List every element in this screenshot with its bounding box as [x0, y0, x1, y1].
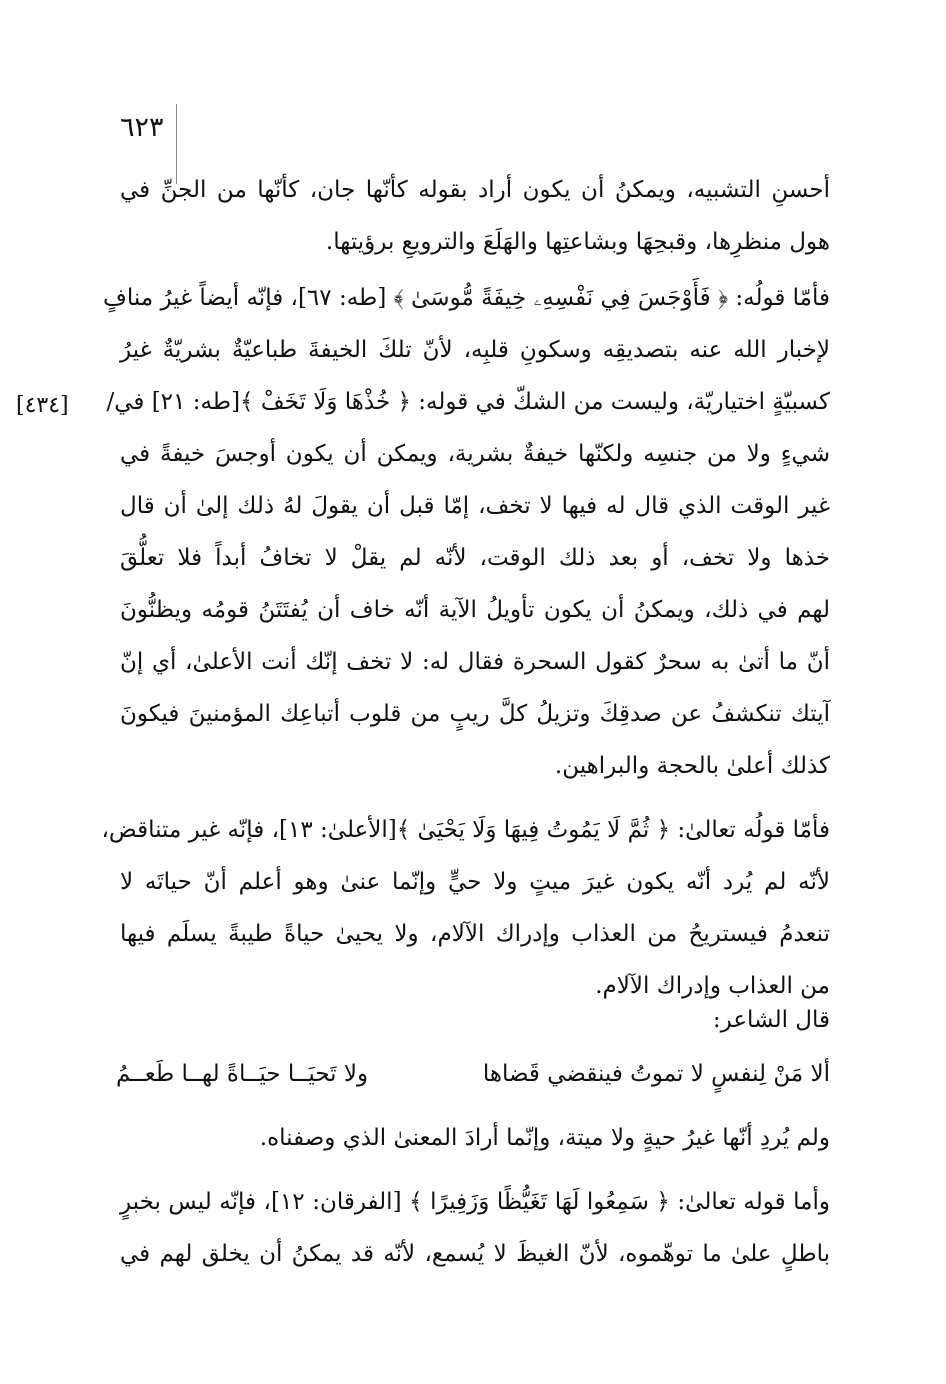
- page-number: ٦٢٣: [120, 112, 164, 143]
- text-line: أحسنِ التشبيه، ويمكنُ أن يكون أراد بقوله كأنّها جان، كأنّها من الجنِّ في: [120, 177, 830, 203]
- text-line: تنعدمُ فيستريحُ من العذاب وإدراك الآلام، ولا يحيىٰ حياةً طيبةً يسلَم فيها: [120, 921, 830, 947]
- text-line: كذلك أعلىٰ بالحجة والبراهين.: [554, 753, 830, 779]
- text-line: من العذاب وإدراك الآلام.: [595, 973, 830, 999]
- text-line: كسبيّةٍ اختياريّة، وليست من الشكّ في قوله: ﴿ خُذْهَا وَلَا تَخَفْ ﴾[طه: ٢١] في/: [106, 389, 830, 415]
- text-line: شيءٍ ولا من جنسِه ولكنّها خيفةٌ بشرية، ويمكن أن يكون أوجسَ خيفةً في: [120, 441, 830, 467]
- text-line: لإخبار الله عنه بتصديقِه وسكونِ قلبِه، لأنّ تلكَ الخيفةَ طباعيّةٌ بشريّةٌ غيرُ: [120, 337, 830, 363]
- text-line: خذها ولا تخف، أو بعد ذلك الوقت، لأنّه لم يقلْ لا تخافُ أبداً فلا تعلُّقَ: [120, 545, 830, 571]
- text-line: غير الوقت الذي قال له فيها لا تخف، إمّا قبل أن يقولَ لهُ ذلك إلىٰ أن قال: [120, 493, 830, 519]
- marginal-note: [٤٣٤]: [16, 393, 69, 418]
- text-line: آيتك تنكشفُ عن صدقِكَ وتزيلُ كلَّ ريبٍ من قلوب أتباعِك المؤمنينَ فيكونَ: [120, 701, 830, 727]
- verse-hemistich-second: ولا تَحيَــا حيَــاةً لهــا طَعــمُ: [116, 1061, 369, 1087]
- text-line: لهم في ذلك، ويمكنُ أن يكون تأويلُ الآية أنّه خاف أن يُفتَتَنُ قومُه ويظنُّونَ: [120, 597, 830, 623]
- text-line: فأمّا قولُه تعالىٰ: ﴿ ثُمَّ لَا يَمُوتُ فِيهَا وَلَا يَحْيَىٰ ﴾[الأعلىٰ: ١٣]، فإنّه غير متناقض،: [101, 817, 830, 843]
- text-line: أنّ ما أتىٰ به سحرٌ كقول السحرة فقال له: لا تخف إنّك أنت الأعلىٰ، أي إنّ: [120, 649, 830, 675]
- text-line: هول منظرِها، وقبحِهَا وبشاعتِها والهَلَعَ والترويعِ برؤيتها.: [325, 229, 830, 255]
- text-line: باطلٍ علىٰ ما توهّموه، لأنّ الغيظَ لا يُسمع، لأنّه قد يمكنُ أن يخلق لهم في: [120, 1241, 830, 1267]
- verse-hemistich-first: ألا مَنْ لِنفسٍ لا تموتُ فينقضي قَضاها: [482, 1061, 830, 1087]
- text-line: قال الشاعر:: [712, 1007, 830, 1033]
- text-line: لأنّه لم يُرد أنّه يكون غيرَ ميتٍ ولا حيٍّ وإنّما عنىٰ وهو أعلم أنّ حياتَه لا: [120, 869, 830, 895]
- text-line: فأمّا قولُه: ﴿ فَأَوْجَسَ فِي نَفْسِهِۦ خِيفَةً مُّوسَىٰ ﴾ [طه: ٦٧]، فإنّه أيضاً غيرُ منافٍ: [103, 285, 830, 311]
- text-line: ولم يُردِ أنّها غيرُ حيةٍ ولا ميتة، وإنّما أرادَ المعنىٰ الذي وصفناه.: [259, 1125, 830, 1151]
- text-line: وأما قوله تعالىٰ: ﴿ سَمِعُوا لَهَا تَغَيُّظًا وَزَفِيرًا ﴾ [الفرقان: ١٢]، فإنّه ليس بخبرٍ: [120, 1189, 830, 1215]
